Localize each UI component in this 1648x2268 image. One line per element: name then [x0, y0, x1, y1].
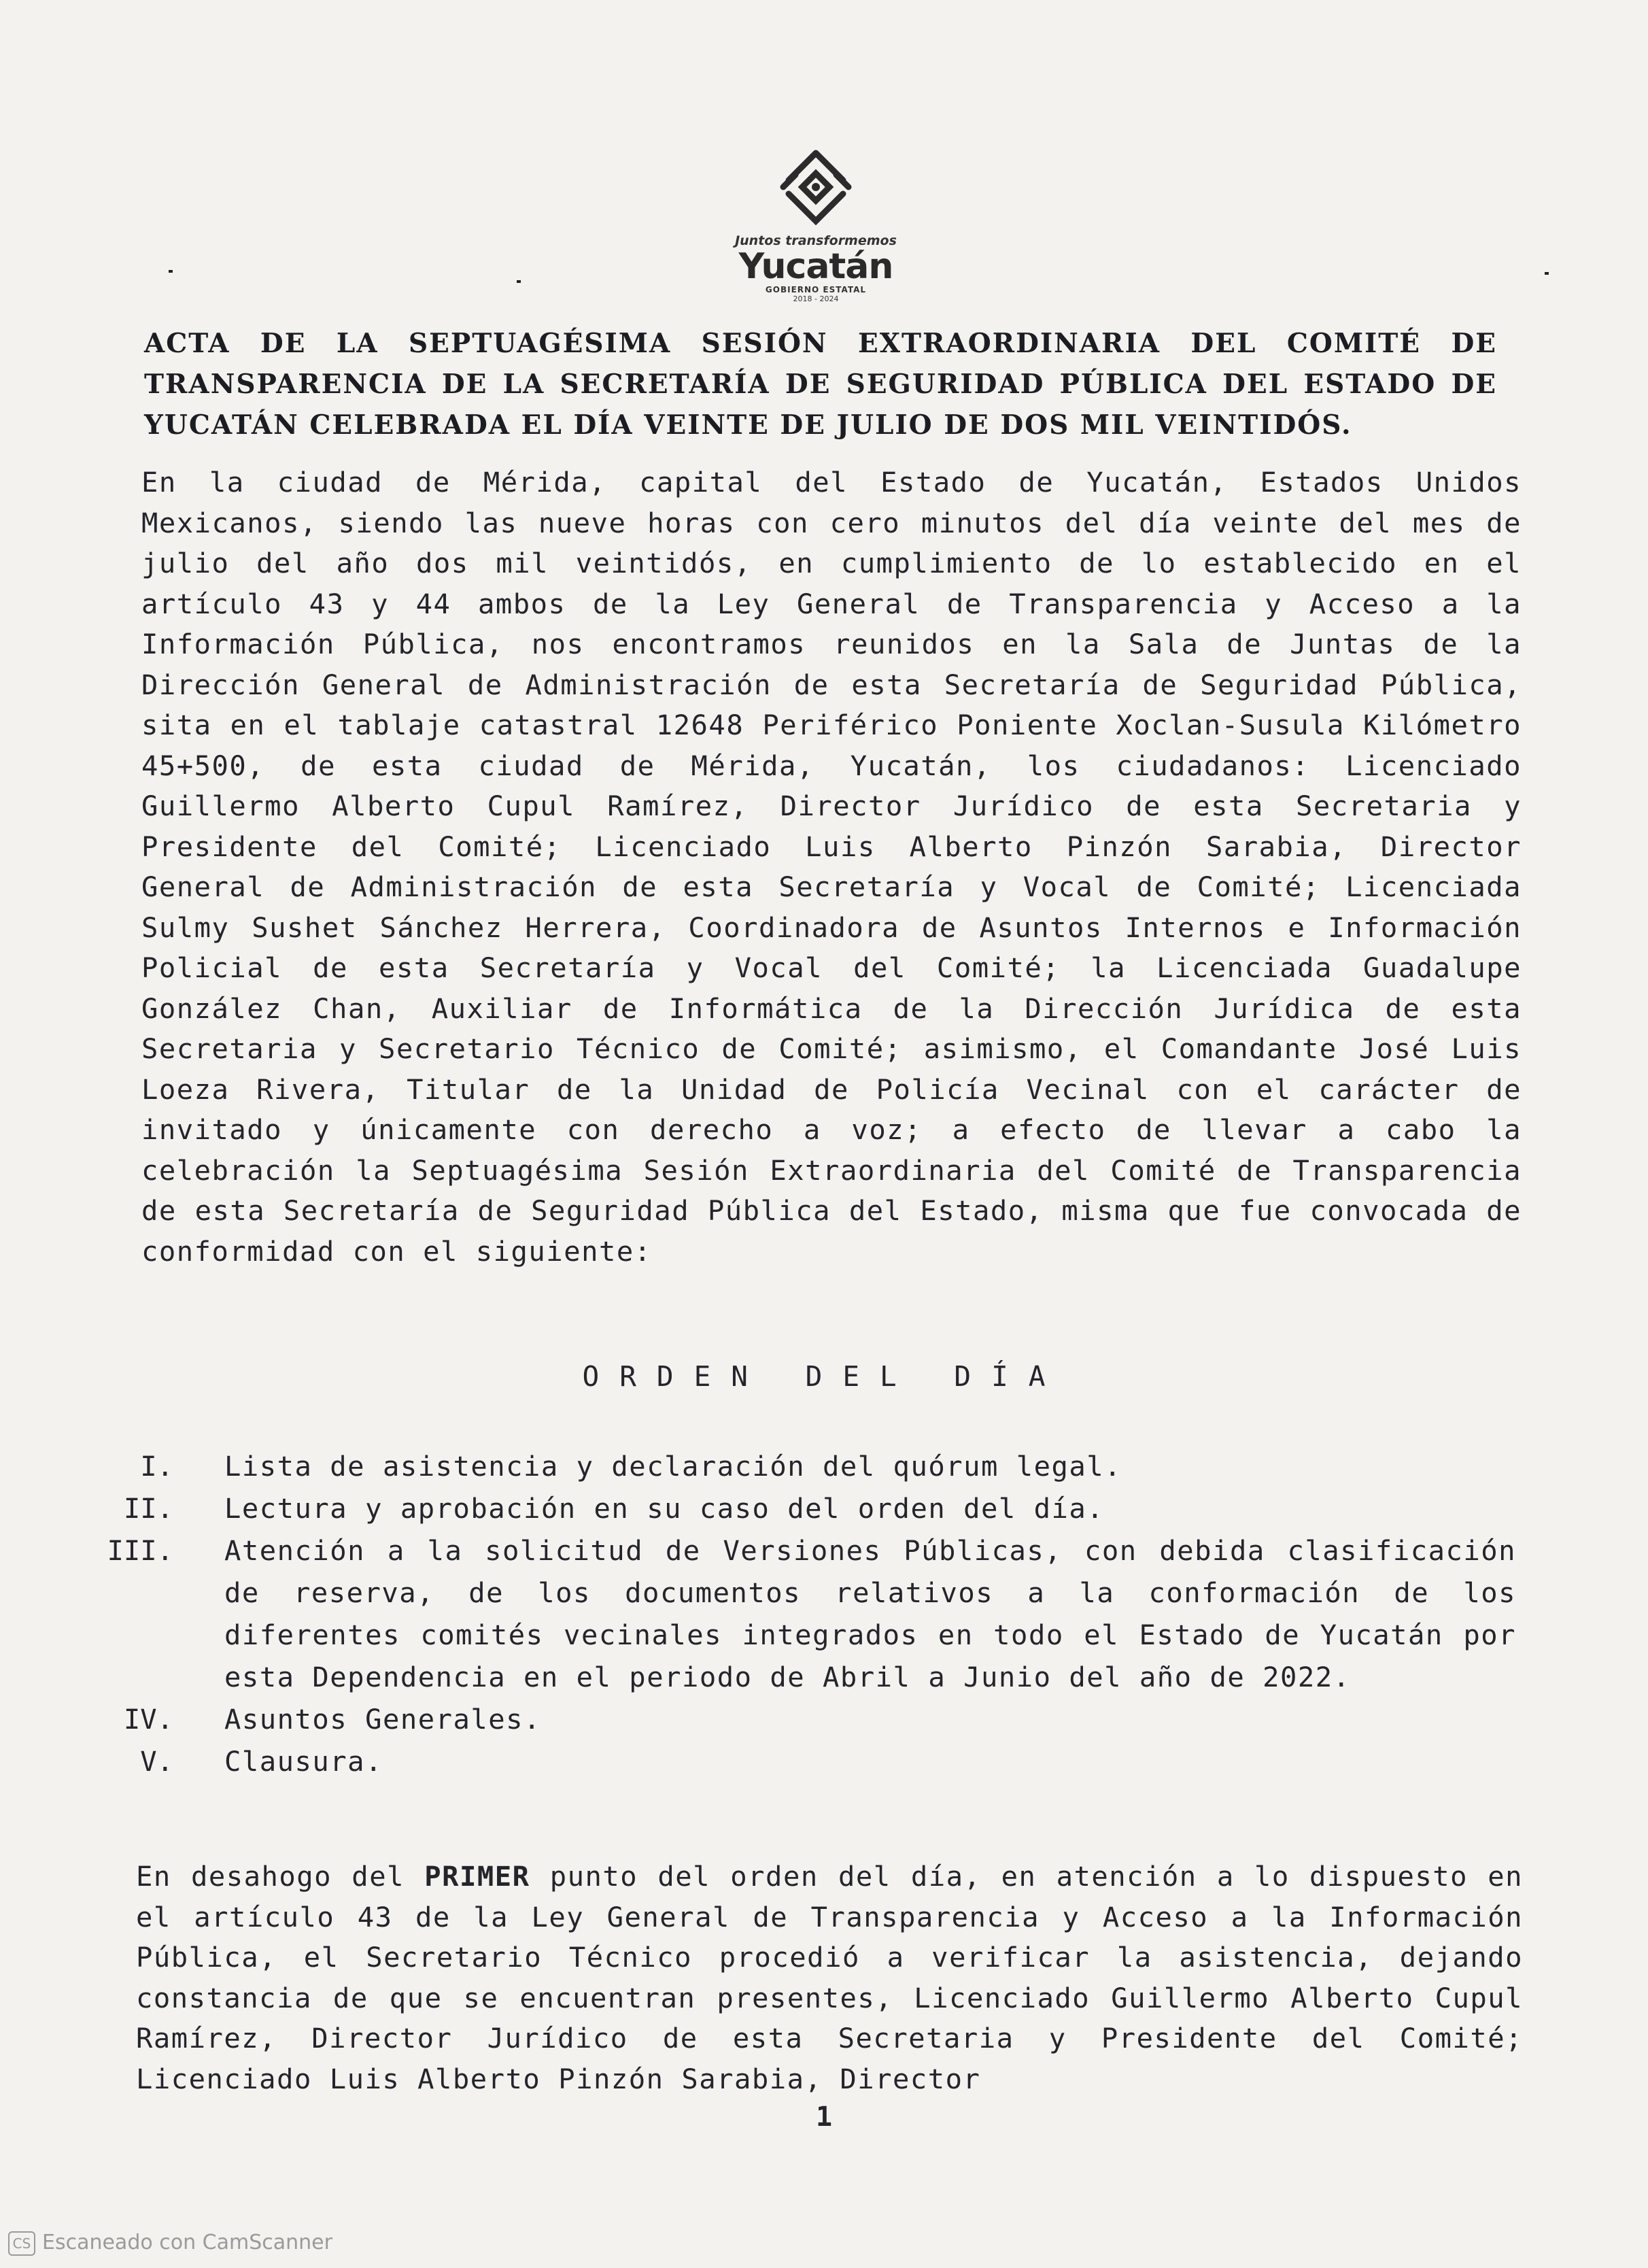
logo-government: GOBIERNO ESTATAL	[765, 285, 867, 294]
agenda-item-number: III.	[107, 1534, 173, 1567]
page-number: 1	[815, 2101, 833, 2133]
scan-mark	[169, 270, 173, 273]
agenda-item-text: Lectura y aprobación en su caso del orden del día.	[224, 1492, 1105, 1525]
agenda-item-text: Atención a la solicitud de Versiones Públicas, con debida clasificación de reserva, de los documentos relativos a la conformación de los diferentes comités vecinales integrados en todo el Estado de Yucatán por esta Dependencia en el periodo de Abril a Junio del año de 2022.	[224, 1534, 1516, 1693]
scanner-watermark-text: Escaneado con CamScanner	[42, 2231, 332, 2254]
agenda-item-text: Lista de asistencia y declaración del quórum legal.	[224, 1450, 1122, 1483]
agenda-item-text: Asuntos Generales.	[224, 1703, 541, 1736]
intro-paragraph: En la ciudad de Mérida, capital del Estado de Yucatán, Estados Unidos Mexicanos, siendo las nueve horas con cero minutos del día veinte del mes de julio del año dos mil veintidós, en cumplimiento de lo establecido en el artículo 43 y 44 ambos de la Ley General de Transparencia y Acceso a la Información Pública, nos encontramos reunidos en la Sala de Juntas de la Dirección General de Administración de esta Secretaría de Seguridad Pública, sita en el tablaje catastral 12648 Periférico Poniente Xoclan-Susula Kilómetro 45+500, de esta ciudad de Mérida, Yucatán, los ciudadanos: Licenciado Guillermo Alberto Cupul Ramírez, Director Jurídico de esta Secretaria y Presidente del Comité; Licenciado Luis Alberto Pinzón Sarabia, Director General de Administración de esta Secretaría y Vocal de Comité; Licenciada Sulmy Sushet Sánchez Herrera, Coordinadora de Asuntos Internos e Información Policial de esta Secretaría y Vocal del Comité; la Licenciada Guadalupe González Chan, Auxiliar de Informática de la Dirección Jurídica de esta Secretaria y Secretario Técnico de Comité; asimismo, el Comandante José Luis Loeza Rivera, Titular de la Unidad de Policía Vecinal con el carácter de invitado y únicamente con derecho a voz; a efecto de llevar a cabo la celebración la Septuagésima Sesión Extraordinaria del Comité de Transparencia de esta Secretaría de Seguridad Pública del Estado, misma que fue convocada de conformidad con el siguiente:	[141, 466, 1522, 1268]
scan-mark	[517, 280, 521, 283]
agenda-item	[95, 1445, 1523, 1487]
agenda-item-number: II.	[123, 1492, 173, 1525]
logo-tagline: Juntos transformemos	[735, 233, 897, 248]
closing-text-bold: PRIMER	[424, 1860, 530, 1893]
agenda-item-text: Clausura.	[224, 1745, 383, 1778]
yucatan-emblem-icon	[775, 146, 857, 228]
agenda-item-number: I.	[140, 1450, 173, 1483]
closing-paragraph	[136, 1857, 1523, 2099]
document-title: ACTA DE LA SEPTUAGÉSIMA SESIÓN EXTRAORDINARIA DEL COMITÉ DE TRANSPARENCIA DE LA SECRETARÍA DE SEGURIDAD PÚBLICA DEL ESTADO DE YUCATÁN CELEBRADA EL DÍA VEINTE DE JULIO DE DOS MIL VEINTIDÓS.	[144, 328, 1497, 441]
agenda-item-number: IV.	[123, 1703, 173, 1736]
scanner-watermark	[8, 2231, 332, 2256]
logo-name: Yucatán	[738, 246, 893, 287]
agenda-heading: ORDEN DEL DÍA	[582, 1360, 1066, 1393]
agenda-item	[95, 1698, 1523, 1740]
yucatan-government-logo	[721, 146, 911, 323]
agenda-item-number: V.	[140, 1745, 173, 1778]
camscanner-logo-icon: CS	[8, 2231, 35, 2256]
agenda-item	[95, 1487, 1523, 1529]
closing-text-start: En desahogo del	[136, 1860, 425, 1893]
agenda-list	[95, 1445, 1523, 1782]
logo-years: 2018 - 2024	[793, 294, 839, 303]
scan-mark	[1545, 272, 1549, 275]
closing-text-rest: punto del orden del día, en atención a lo dispuesto en el artículo 43 de la Ley General de Transparencia y Acceso a la Información Pública, el Secretario Técnico procedió a verificar la asistencia, dejando constancia de que se encuentran presentes, Licenciado Guillermo Alberto Cupul Ramírez, Director Jurídico de esta Secretaria y Presidente del Comité; Licenciado Luis Alberto Pinzón Sarabia, Director	[136, 1860, 1523, 2095]
agenda-item	[95, 1529, 1523, 1698]
agenda-item	[95, 1740, 1523, 1782]
